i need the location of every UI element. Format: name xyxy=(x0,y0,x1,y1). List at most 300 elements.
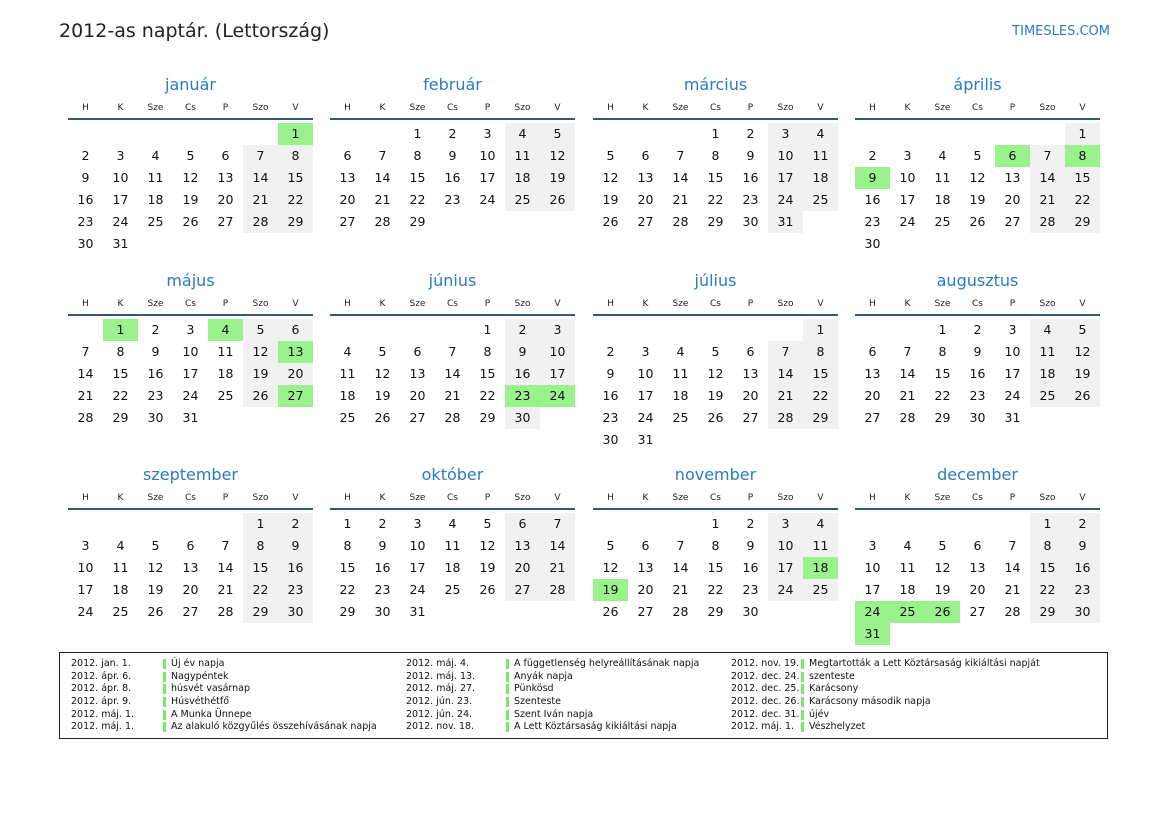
weekday-label: Cs xyxy=(710,493,721,503)
empty-cell xyxy=(330,123,365,145)
weekday-label: K xyxy=(904,493,911,503)
day-cell: 6 xyxy=(868,344,877,359)
day-cell: 31 xyxy=(637,432,654,447)
day-cell: 23 xyxy=(742,192,759,207)
weekday-header xyxy=(855,98,1100,120)
holiday-name: Vészhelyzet xyxy=(809,721,866,733)
day-cell: 7 xyxy=(676,538,685,553)
holiday-marker xyxy=(801,659,804,669)
day-cell: 2 xyxy=(505,319,540,341)
weekday-label: Sze xyxy=(934,299,951,309)
holiday-day-cell: 9 xyxy=(855,167,890,189)
day-cell: 24 xyxy=(768,579,803,601)
day-cell: 27 xyxy=(969,604,986,619)
day-cell: 16 xyxy=(444,170,461,185)
holiday-marker xyxy=(506,672,509,682)
day-cell: 12 xyxy=(374,366,391,381)
holiday-date: 2012. dec. 31. xyxy=(731,708,800,720)
empty-cell xyxy=(435,319,470,341)
day-cell: 11 xyxy=(803,535,838,557)
day-cell: 9 xyxy=(378,538,387,553)
weekday-label: P xyxy=(747,103,754,113)
day-cell: 20 xyxy=(409,388,426,403)
day-cell: 13 xyxy=(1004,170,1021,185)
day-cell: 5 xyxy=(606,148,615,163)
empty-cell xyxy=(593,513,628,535)
empty-cell xyxy=(855,513,890,535)
day-grid xyxy=(593,319,838,451)
day-cell: 7 xyxy=(1008,538,1017,553)
month-name: április xyxy=(953,75,1002,94)
day-cell: 12 xyxy=(479,538,496,553)
day-cell: 24 xyxy=(637,410,654,425)
day-cell: 22 xyxy=(479,388,496,403)
day-cell: 15 xyxy=(479,366,496,381)
weekday-label: Szo xyxy=(252,103,269,113)
day-cell: 15 xyxy=(803,363,838,385)
weekday-header xyxy=(593,98,838,120)
day-cell: 13 xyxy=(182,560,199,575)
weekday-label: V xyxy=(817,103,824,113)
empty-cell xyxy=(960,513,995,535)
day-cell: 14 xyxy=(768,363,803,385)
day-cell: 13 xyxy=(409,366,426,381)
weekday-label: Szo xyxy=(514,103,531,113)
weekday-label: Szo xyxy=(252,299,269,309)
weekday-label: Cs xyxy=(972,493,983,503)
holiday-day-cell: 1 xyxy=(103,319,138,341)
day-cell: 2 xyxy=(606,344,615,359)
weekday-label: Sze xyxy=(672,299,689,309)
day-cell: 16 xyxy=(374,560,391,575)
day-cell: 31 xyxy=(1004,410,1021,425)
day-cell: 28 xyxy=(77,410,94,425)
day-cell: 7 xyxy=(221,538,230,553)
weekday-label: V xyxy=(554,103,561,113)
day-cell: 30 xyxy=(742,214,759,229)
day-cell: 7 xyxy=(378,148,387,163)
day-cell: 27 xyxy=(637,214,654,229)
holiday-date: 2012. máj. 1. xyxy=(731,721,795,733)
day-cell: 3 xyxy=(413,516,422,531)
day-cell: 4 xyxy=(116,538,125,553)
weekday-label: H xyxy=(607,103,614,113)
day-cell: 8 xyxy=(483,344,492,359)
weekday-label: V xyxy=(554,493,561,503)
weekday-label: P xyxy=(747,493,754,503)
day-cell: 2 xyxy=(151,322,160,337)
day-cell: 29 xyxy=(707,214,724,229)
day-cell: 20 xyxy=(1004,192,1021,207)
holiday-date: 2012. jún. 24. xyxy=(406,708,473,720)
holiday-date: 2012. dec. 26. xyxy=(731,696,800,708)
month-name: december xyxy=(937,465,1018,484)
weekday-label: K xyxy=(379,493,386,503)
day-grid xyxy=(593,513,838,623)
weekday-label: H xyxy=(869,299,876,309)
weekday-label: H xyxy=(607,493,614,503)
day-cell: 24 xyxy=(409,582,426,597)
day-cell: 21 xyxy=(540,557,575,579)
month-8 xyxy=(855,268,1100,429)
day-cell: 30 xyxy=(278,601,313,623)
day-cell: 27 xyxy=(742,410,759,425)
weekday-label: Szo xyxy=(252,493,269,503)
month-name: június xyxy=(428,271,477,290)
day-cell: 25 xyxy=(505,189,540,211)
day-cell: 19 xyxy=(1065,363,1100,385)
day-cell: 8 xyxy=(116,344,125,359)
day-cell: 6 xyxy=(413,344,422,359)
day-cell: 28 xyxy=(672,604,689,619)
day-cell: 13 xyxy=(742,366,759,381)
day-cell: 5 xyxy=(151,538,160,553)
day-cell: 25 xyxy=(803,579,838,601)
weekday-header xyxy=(330,294,575,316)
day-cell: 24 xyxy=(479,192,496,207)
day-grid xyxy=(855,513,1100,645)
day-cell: 13 xyxy=(637,170,654,185)
day-cell: 7 xyxy=(676,148,685,163)
day-cell: 20 xyxy=(278,363,313,385)
month-name: augusztus xyxy=(936,271,1019,290)
day-cell: 11 xyxy=(1030,341,1065,363)
day-grid xyxy=(855,123,1100,255)
day-cell: 14 xyxy=(672,170,689,185)
day-cell: 20 xyxy=(637,192,654,207)
day-cell: 1 xyxy=(243,513,278,535)
weekday-label: Szo xyxy=(1039,103,1056,113)
day-cell: 15 xyxy=(278,167,313,189)
weekday-label: Cs xyxy=(447,493,458,503)
day-cell: 29 xyxy=(243,601,278,623)
holiday-name: újév xyxy=(809,708,830,720)
weekday-label: Sze xyxy=(934,103,951,113)
month-name: február xyxy=(423,75,482,94)
day-cell: 10 xyxy=(1004,344,1021,359)
day-cell: 6 xyxy=(973,538,982,553)
day-cell: 2 xyxy=(378,516,387,531)
holiday-marker xyxy=(163,697,166,707)
day-cell: 26 xyxy=(969,214,986,229)
day-cell: 16 xyxy=(147,366,164,381)
weekday-label: Sze xyxy=(409,493,426,503)
empty-cell xyxy=(768,319,803,341)
month-10 xyxy=(330,462,575,623)
day-cell: 17 xyxy=(540,363,575,385)
holiday-name: A függetlenség helyreállításának napja xyxy=(514,658,700,669)
day-cell: 9 xyxy=(746,148,755,163)
holiday-marker xyxy=(801,697,804,707)
holiday-marker xyxy=(506,722,509,732)
weekday-header xyxy=(855,294,1100,316)
page-title: 2012-as naptár. (Lettország) xyxy=(59,20,330,42)
weekday-label: K xyxy=(379,103,386,113)
day-cell: 7 xyxy=(243,145,278,167)
day-cell: 11 xyxy=(803,145,838,167)
day-cell: 21 xyxy=(77,388,94,403)
empty-cell xyxy=(628,123,663,145)
day-cell: 26 xyxy=(243,385,278,407)
month-name: október xyxy=(421,465,484,484)
day-cell: 17 xyxy=(479,170,496,185)
day-cell: 23 xyxy=(864,214,881,229)
day-cell: 15 xyxy=(707,170,724,185)
day-cell: 25 xyxy=(1030,385,1065,407)
day-cell: 2 xyxy=(278,513,313,535)
day-cell: 11 xyxy=(339,366,356,381)
weekday-label: V xyxy=(1079,103,1086,113)
day-cell: 22 xyxy=(707,582,724,597)
day-cell: 26 xyxy=(540,189,575,211)
holiday-marker xyxy=(506,697,509,707)
day-cell: 23 xyxy=(77,214,94,229)
day-cell: 28 xyxy=(243,211,278,233)
day-cell: 16 xyxy=(864,192,881,207)
day-cell: 18 xyxy=(934,192,951,207)
weekday-label: K xyxy=(904,103,911,113)
day-cell: 25 xyxy=(112,604,129,619)
day-cell: 4 xyxy=(803,513,838,535)
day-cell: 25 xyxy=(934,214,951,229)
day-grid xyxy=(330,319,575,429)
holiday-marker xyxy=(163,684,166,694)
day-cell: 16 xyxy=(602,388,619,403)
day-cell: 11 xyxy=(217,344,234,359)
holiday-name: Karácsony második napja xyxy=(809,696,931,708)
day-cell: 26 xyxy=(479,582,496,597)
holiday-name: húsvét vasárnap xyxy=(171,683,251,695)
day-cell: 3 xyxy=(186,322,195,337)
day-cell: 18 xyxy=(505,167,540,189)
day-cell: 22 xyxy=(339,582,356,597)
weekday-label: V xyxy=(1079,299,1086,309)
weekday-label: V xyxy=(554,299,561,309)
day-cell: 30 xyxy=(77,236,94,251)
day-cell: 15 xyxy=(409,170,426,185)
day-cell: 29 xyxy=(934,410,951,425)
holiday-date: 2012. nov. 19. xyxy=(731,658,800,669)
holiday-marker xyxy=(506,710,509,720)
weekday-label: Sze xyxy=(672,103,689,113)
day-cell: 12 xyxy=(969,170,986,185)
weekday-label: K xyxy=(642,493,649,503)
day-cell: 19 xyxy=(934,582,951,597)
month-name: május xyxy=(166,271,215,290)
day-cell: 13 xyxy=(505,535,540,557)
day-cell: 10 xyxy=(182,344,199,359)
holiday-name: Nagypéntek xyxy=(171,670,229,682)
holiday-legend xyxy=(59,652,1108,739)
day-cell: 21 xyxy=(768,385,803,407)
day-cell: 27 xyxy=(409,410,426,425)
day-cell: 29 xyxy=(1065,211,1100,233)
day-cell: 20 xyxy=(637,582,654,597)
day-cell: 27 xyxy=(505,579,540,601)
day-cell: 30 xyxy=(1065,601,1100,623)
day-cell: 13 xyxy=(864,366,881,381)
weekday-label: P xyxy=(1009,299,1016,309)
weekday-label: Szo xyxy=(514,493,531,503)
weekday-label: Sze xyxy=(409,299,426,309)
day-cell: 25 xyxy=(217,388,234,403)
weekday-label: H xyxy=(82,299,89,309)
day-cell: 15 xyxy=(1065,167,1100,189)
day-cell: 13 xyxy=(969,560,986,575)
weekday-label: H xyxy=(82,493,89,503)
day-cell: 9 xyxy=(505,341,540,363)
holiday-marker xyxy=(163,722,166,732)
day-cell: 21 xyxy=(1004,582,1021,597)
day-cell: 27 xyxy=(1004,214,1021,229)
day-cell: 31 xyxy=(182,410,199,425)
day-cell: 4 xyxy=(938,148,947,163)
day-cell: 18 xyxy=(1030,363,1065,385)
weekday-label: H xyxy=(869,493,876,503)
day-cell: 7 xyxy=(768,341,803,363)
day-cell: 18 xyxy=(112,582,129,597)
weekday-header xyxy=(855,488,1100,510)
day-cell: 10 xyxy=(112,170,129,185)
weekday-label: V xyxy=(817,493,824,503)
day-cell: 13 xyxy=(637,560,654,575)
holiday-date: 2012. ápr. 9. xyxy=(71,696,132,708)
day-cell: 24 xyxy=(768,189,803,211)
day-cell: 10 xyxy=(768,535,803,557)
day-cell: 9 xyxy=(278,535,313,557)
day-cell: 14 xyxy=(444,366,461,381)
day-cell: 15 xyxy=(339,560,356,575)
empty-cell xyxy=(855,319,890,341)
day-cell: 28 xyxy=(1030,211,1065,233)
day-cell: 28 xyxy=(672,214,689,229)
holiday-date: 2012. nov. 18. xyxy=(406,721,475,733)
day-cell: 18 xyxy=(803,167,838,189)
day-cell: 23 xyxy=(1065,579,1100,601)
day-cell: 9 xyxy=(448,148,457,163)
day-cell: 12 xyxy=(1065,341,1100,363)
empty-cell xyxy=(365,319,400,341)
empty-cell xyxy=(593,319,628,341)
day-cell: 17 xyxy=(768,557,803,579)
holiday-name: Megtartották a Lett Köztársaság kikiáltási napját xyxy=(809,658,1040,669)
day-cell: 10 xyxy=(864,560,881,575)
day-cell: 24 xyxy=(112,214,129,229)
day-cell: 22 xyxy=(243,579,278,601)
weekday-label: Cs xyxy=(972,103,983,113)
day-cell: 6 xyxy=(278,319,313,341)
weekday-label: Cs xyxy=(710,299,721,309)
empty-cell xyxy=(663,319,698,341)
month-2 xyxy=(330,72,575,233)
holiday-name: Húsvéthétfő xyxy=(171,696,230,708)
day-cell: 15 xyxy=(112,366,129,381)
day-cell: 22 xyxy=(1030,579,1065,601)
day-cell: 3 xyxy=(641,344,650,359)
day-cell: 5 xyxy=(378,344,387,359)
weekday-label: P xyxy=(1009,493,1016,503)
weekday-label: V xyxy=(292,493,299,503)
day-cell: 2 xyxy=(973,322,982,337)
day-cell: 7 xyxy=(81,344,90,359)
weekday-header xyxy=(68,488,313,510)
weekday-label: Szo xyxy=(777,493,794,503)
day-cell: 2 xyxy=(1065,513,1100,535)
day-cell: 2 xyxy=(868,148,877,163)
day-cell: 28 xyxy=(768,407,803,429)
day-cell: 6 xyxy=(505,513,540,535)
empty-cell xyxy=(243,123,278,145)
holiday-day-cell: 31 xyxy=(855,623,890,645)
day-cell: 4 xyxy=(151,148,160,163)
weekday-label: K xyxy=(642,299,649,309)
day-cell: 26 xyxy=(147,604,164,619)
weekday-label: Cs xyxy=(710,103,721,113)
day-cell: 8 xyxy=(803,341,838,363)
day-cell: 3 xyxy=(483,126,492,141)
empty-cell xyxy=(173,513,208,535)
holiday-day-cell: 4 xyxy=(208,319,243,341)
day-cell: 19 xyxy=(374,388,391,403)
day-cell: 17 xyxy=(409,560,426,575)
empty-cell xyxy=(960,123,995,145)
day-cell: 6 xyxy=(343,148,352,163)
holiday-name: Pünkösd xyxy=(514,683,554,695)
day-cell: 4 xyxy=(903,538,912,553)
day-cell: 23 xyxy=(969,388,986,403)
holiday-date: 2012. ápr. 6. xyxy=(71,670,132,682)
day-cell: 5 xyxy=(938,538,947,553)
weekday-label: P xyxy=(222,493,229,503)
day-cell: 12 xyxy=(182,170,199,185)
day-cell: 30 xyxy=(147,410,164,425)
day-cell: 30 xyxy=(602,432,619,447)
day-cell: 10 xyxy=(409,538,426,553)
weekday-label: H xyxy=(82,103,89,113)
day-cell: 8 xyxy=(413,148,422,163)
holiday-day-cell: 1 xyxy=(278,123,313,145)
holiday-marker xyxy=(506,684,509,694)
holiday-date: 2012. máj. 27. xyxy=(406,683,476,695)
day-cell: 10 xyxy=(479,148,496,163)
holiday-marker xyxy=(506,659,509,669)
day-cell: 17 xyxy=(768,167,803,189)
weekday-label: Cs xyxy=(447,103,458,113)
day-cell: 1 xyxy=(711,126,720,141)
day-cell: 22 xyxy=(409,192,426,207)
day-cell: 5 xyxy=(973,148,982,163)
weekday-label: P xyxy=(484,299,491,309)
day-cell: 5 xyxy=(186,148,195,163)
day-cell: 24 xyxy=(1004,388,1021,403)
day-cell: 2 xyxy=(448,126,457,141)
empty-cell xyxy=(663,123,698,145)
month-name: november xyxy=(674,465,757,484)
empty-cell xyxy=(330,319,365,341)
day-cell: 23 xyxy=(374,582,391,597)
day-cell: 4 xyxy=(803,123,838,145)
day-cell: 17 xyxy=(864,582,881,597)
empty-cell xyxy=(995,123,1030,145)
holiday-date: 2012. máj. 1. xyxy=(71,708,135,720)
day-cell: 12 xyxy=(540,145,575,167)
day-cell: 16 xyxy=(742,170,759,185)
holiday-day-cell: 26 xyxy=(925,601,960,623)
day-cell: 14 xyxy=(243,167,278,189)
weekday-label: Cs xyxy=(447,299,458,309)
day-cell: 8 xyxy=(343,538,352,553)
site-link[interactable]: TIMESLES.COM xyxy=(1012,24,1110,39)
